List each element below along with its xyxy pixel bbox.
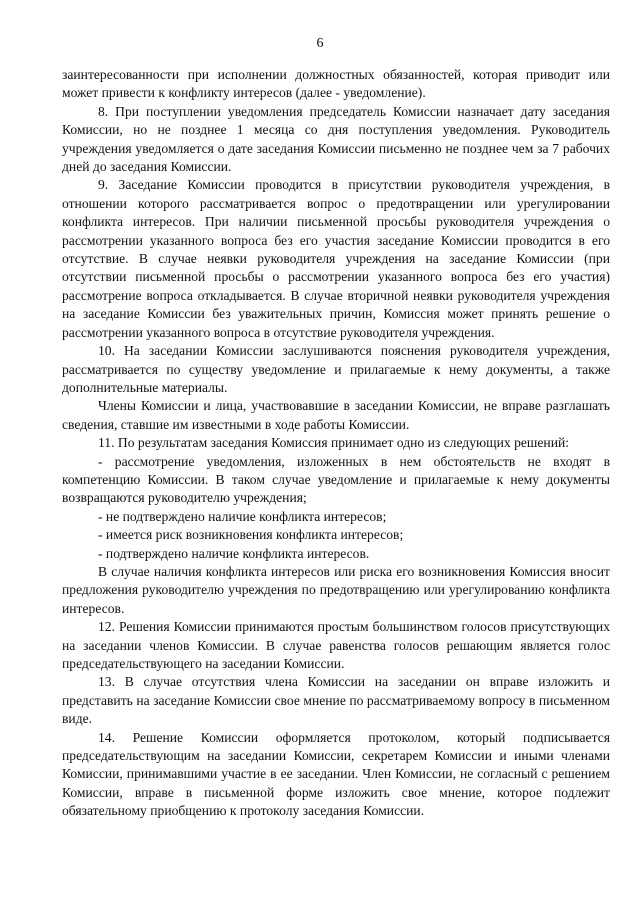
paragraph-conflict-proposals: В случае наличия конфликта интересов или риска его возникновения Комиссия вносит предложения руководителю учреждения по предотвращению или урегулированию конфликта интересов. <box>62 563 610 616</box>
paragraph-item-13: 13. В случае отсутствия члена Комиссии на заседании он вправе изложить и представить на заседание Комиссии свое мнение по рассматриваемому вопросу в письменном виде. <box>62 674 610 727</box>
paragraph-item-11: 11. По результатам заседания Комиссия принимает одно из следующих решений: <box>98 435 570 451</box>
paragraph-confidentiality: Члены Комиссии и лица, участвовавшие в заседании Комиссии, не вправе разглашать сведения, ставшие им известными в ходе работы Комиссии. <box>62 398 610 432</box>
page-number: 6 <box>316 36 324 51</box>
decision-option-3: - имеется риск возникновения конфликта интересов; <box>98 527 404 543</box>
paragraph-item-14: 14. Решение Комиссии оформляется протоколом, который подписывается председательствующим на заседании Комиссии, секретарем Комиссии и иными членами Комиссии, принимавшими участие в ее заседании. Член Комиссии, не согласный с решением Комиссии, вправе в письменной форме изложить свое мнение, которое подлежит обязательному приобщению к протоколу заседания Комиссии. <box>62 729 610 819</box>
paragraph-item-10: 10. На заседании Комиссии заслушиваются пояснения руководителя учреждения, рассматривается по существу уведомление и прилагаемые к нему документы, а также дополнительные материалы. <box>62 343 610 395</box>
paragraph-item-12: 12. Решения Комиссии принимаются простым большинством голосов присутствующих на заседании членов Комиссии. В случае равенства голосов решающим является голос председательствующего на заседании Комиссии. <box>62 619 610 671</box>
decision-option-1: - рассмотрение уведомления, изложенных в нем обстоятельств не входят в компетенцию Комиссии. В таком случае уведомление и прилагаемые к нему документы возвращаются руководителю учреждения; <box>62 453 610 506</box>
paragraph-continuation: заинтересованности при исполнении должностных обязанностей, которая приводит или может привести к конфликту интересов (далее - уведомление). <box>62 67 610 101</box>
paragraph-item-8: 8. При поступлении уведомления председатель Комиссии назначает дату заседания Комиссии, но не позднее 1 месяца со дня поступления уведомления. Руководитель учреждения уведомляется о дате заседания Комиссии письменно не позднее чем за 7 рабочих дней до заседания Комиссии. <box>62 103 610 175</box>
document-body <box>62 66 610 821</box>
decision-option-4: - подтверждено наличие конфликта интересов. <box>98 545 370 561</box>
decision-option-2: - не подтверждено наличие конфликта интересов; <box>98 508 387 524</box>
paragraph-item-9: 9. Заседание Комиссии проводится в присутствии руководителя учреждения, в отношении которого рассматривается вопрос о предотвращении или урегулировании конфликта интересов. При наличии письменной просьбы руководителя учреждения о рассмотрении указанного вопроса без его участия заседание Комиссии проводится в его отсутствие. В случае неявки руководителя учреждения на заседание Комиссии (при отсутствии письменной просьбы о рассмотрении указанного вопроса без его участия) рассмотрение вопроса откладывается. В случае вторичной неявки руководителя учреждения на заседание Комиссии без уважительных причин, Комиссия может принять решение о рассмотрении указанного вопроса в отсутствие руководителя учреждения. <box>62 177 610 340</box>
